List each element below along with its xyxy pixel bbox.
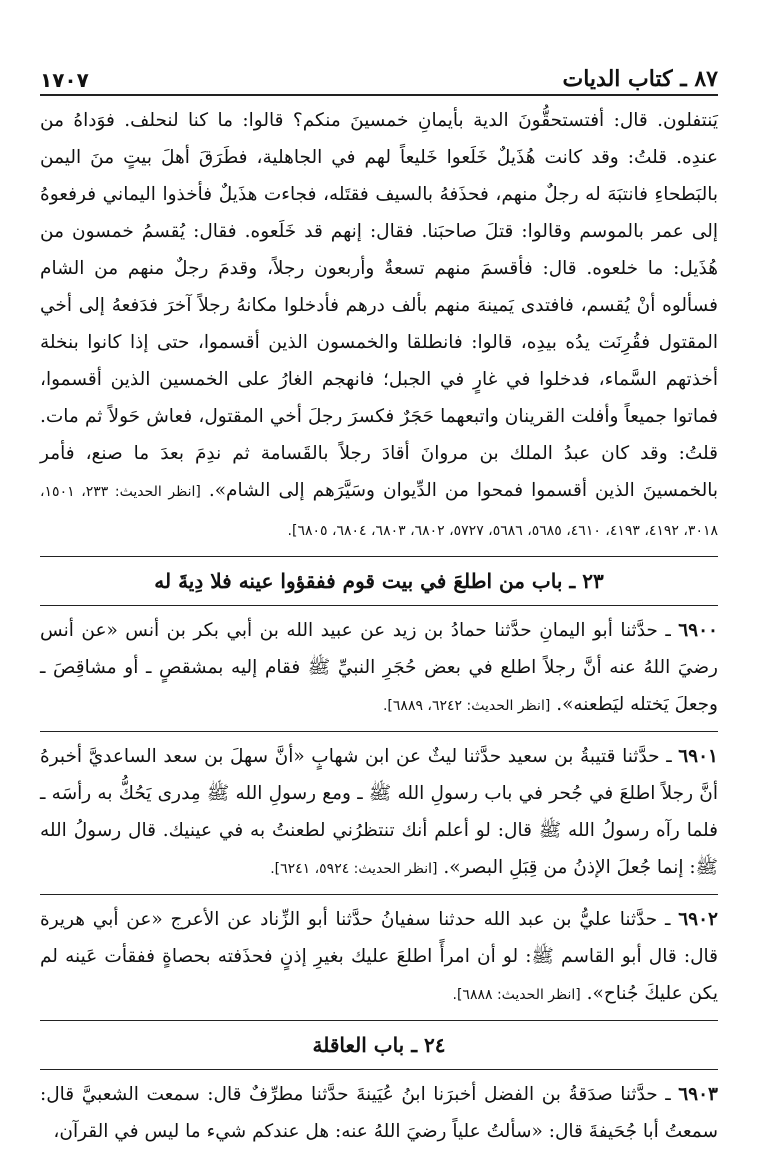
hadith-text: ـ حدَّثنا صدَقةُ بن الفضل أخبرَنا ابنُ عُيَينةَ حدَّثنا مطرِّفٌ قال: سمعت الشعبيَّ قال: سمعتُ أبا جُحَيفةَ قال: «سألتُ علياً رضيَ اللهُ عنه: هل عندكم شيء ما ليس في القرآن، [40,1084,718,1142]
document-page [40,58,718,1150]
hadith-6902 [40,901,718,1014]
hadith-number: ٦٩٠٣ [678,1084,718,1105]
section-divider [40,731,718,732]
hadith-refs: [انظر الحديث: ٦٨٨٨]. [452,987,581,1003]
section-divider [40,556,718,557]
chapter-heading-24: ٢٤ ـ باب العاقلة [312,1033,446,1057]
hadith-text: ـ حدَّثنا قتيبةُ بن سعيد حدَّثنا ليثٌ عن ابن شهابٍ «أنَّ سهلَ بن سعد الساعديَّ أخبرهُ أنَّ رجلاً اطلعَ في جُحر في باب رسولِ الله ﷺ ـ ومع رسولِ الله ﷺ مِدرى يَحُكُّ به رأسَه ـ فلما رآه رسولُ الله ﷺ قال: لو أعلم أنك تنتظرُني لطعنتُ به في عينيك. قال رسولُ الله ﷺ: إنما جُعلَ الإذنُ من قِبَلِ البصر». [40,746,718,878]
chapter-heading-23: ٢٣ ـ باب من اطلعَ في بيت قوم ففقؤوا عينه فلا دِيةَ له [154,569,604,593]
book-title: ٨٧ ـ كتاب الديات [562,66,718,92]
hadith-6901 [40,738,718,888]
hadith-refs: [انظر الحديث: ٦٢٤٢، ٦٨٨٩]. [382,698,551,714]
page-header [40,58,718,96]
hadith-number: ٦٩٠١ [678,746,718,767]
hadith-6903 [40,1076,718,1150]
hadith-text: يَنتفلون. قال: أفتستحقُّونَ الدية بأيمانِ خمسينَ منكم؟ قالوا: ما كنا لنحلف. فوَداهُ من عندِه. قلتُ: وقد كانت هُذَيلٌ خَلَعوا خَليعاً لهم في الجاهلية، فطَرَقَ أهلَ بيتٍ منَ اليمن بالبَطحاءِ فانتبَهَ له رجلٌ منهم، فحذَفهُ بالسيف فقتَله، فجاءت هذَيلٌ فأخذوا اليماني فرفعوهُ إلى عمر بالموسم وقالوا: قتلَ صاحبَنا. فقال: إنهم قد خَلَعوه. فقال: يُقسمُ خمسون من هُذَيل: ما خلعوه. قال: فأقسمَ منهم تسعةٌ وأربعون رجلاً، وقدمَ رجلٌ منهم من الشام فسألوه أنْ يُقسم، فافتدى يَمينهَ منهم بألف درهم فأدخلوا مكانهُ رجلاً آخرَ فدَفعهُ إلى أخي المقتول فقُرِنَت يدُه بيدِه، قالوا: فانطلقا والخمسون الذين أقسموا، حتى إذا كانوا بنخلة أخذتهم السَّماء، فدخلوا في غارٍ في الجبل؛ فانهجم الغارُ على الخمسين الذين أقسموا، فماتوا جميعاً وأفلت القرينان واتبعهما حَجَرٌ فكسرَ رجلَ أخي المقتول، فعاش حَولاً ثم مات. قلتُ: وقد كان عبدُ الملك بن مروانَ أقادَ رجلاً بالقَسامة ثم ندِمَ بعدَ ما صنع، فأمر بالخمسينَ الذين أقسموا فمحوا من الدِّيوان وسَيَّرَهم إلى الشام». [40,110,718,501]
hadith-continuation [40,102,718,550]
section-divider [40,605,718,606]
hadith-refs: [انظر الحديث: ٢٣٣، ١٥٠١، ٣٠١٨، ٤١٩٢، ٤١٩٣، ٤٦١٠، ٥٦٨٥، ٥٦٨٦، ٥٧٢٧، ٦٨٠٢، ٦٨٠٣، ٦٨٠٤، ٦٨٠٥]. [40,484,718,539]
hadith-text: ـ حدَّثنا أبو اليمانِ حدَّثنا حمادُ بن زيد عن عبيد الله بن أبي بكر بن أنس «عن أنس رضيَ اللهُ عنه أنَّ رجلاً اطلع في بعض حُجَرِ النبيِّ ﷺ فقام إليه بمشقصٍ ـ أو مشاقِصَ ـ وجعلَ يَختله ليَطعنه». [40,620,718,715]
section-divider [40,894,718,895]
section-divider [40,1069,718,1070]
page-number: ١٧٠٧ [40,68,89,92]
hadith-refs: [انظر الحديث: ٥٩٢٤، ٦٢٤١]. [270,861,438,877]
hadith-number: ٦٩٠٢ [678,909,718,930]
section-divider [40,1020,718,1021]
hadith-number: ٦٩٠٠ [678,620,718,641]
hadith-6900 [40,612,718,725]
hadith-text: ـ حدَّثنا عليُّ بن عبد الله حدثنا سفيانُ حدَّثنا أبو الزِّناد عن الأعرج «عن أبي هريرة قال: قال أبو القاسم ﷺ: لو أن امرأً اطلعَ عليك بغيرِ إذنٍ فحذَفته بحصاةٍ ففقأت عَينه لم يكن عليكَ جُناح». [40,909,718,1004]
